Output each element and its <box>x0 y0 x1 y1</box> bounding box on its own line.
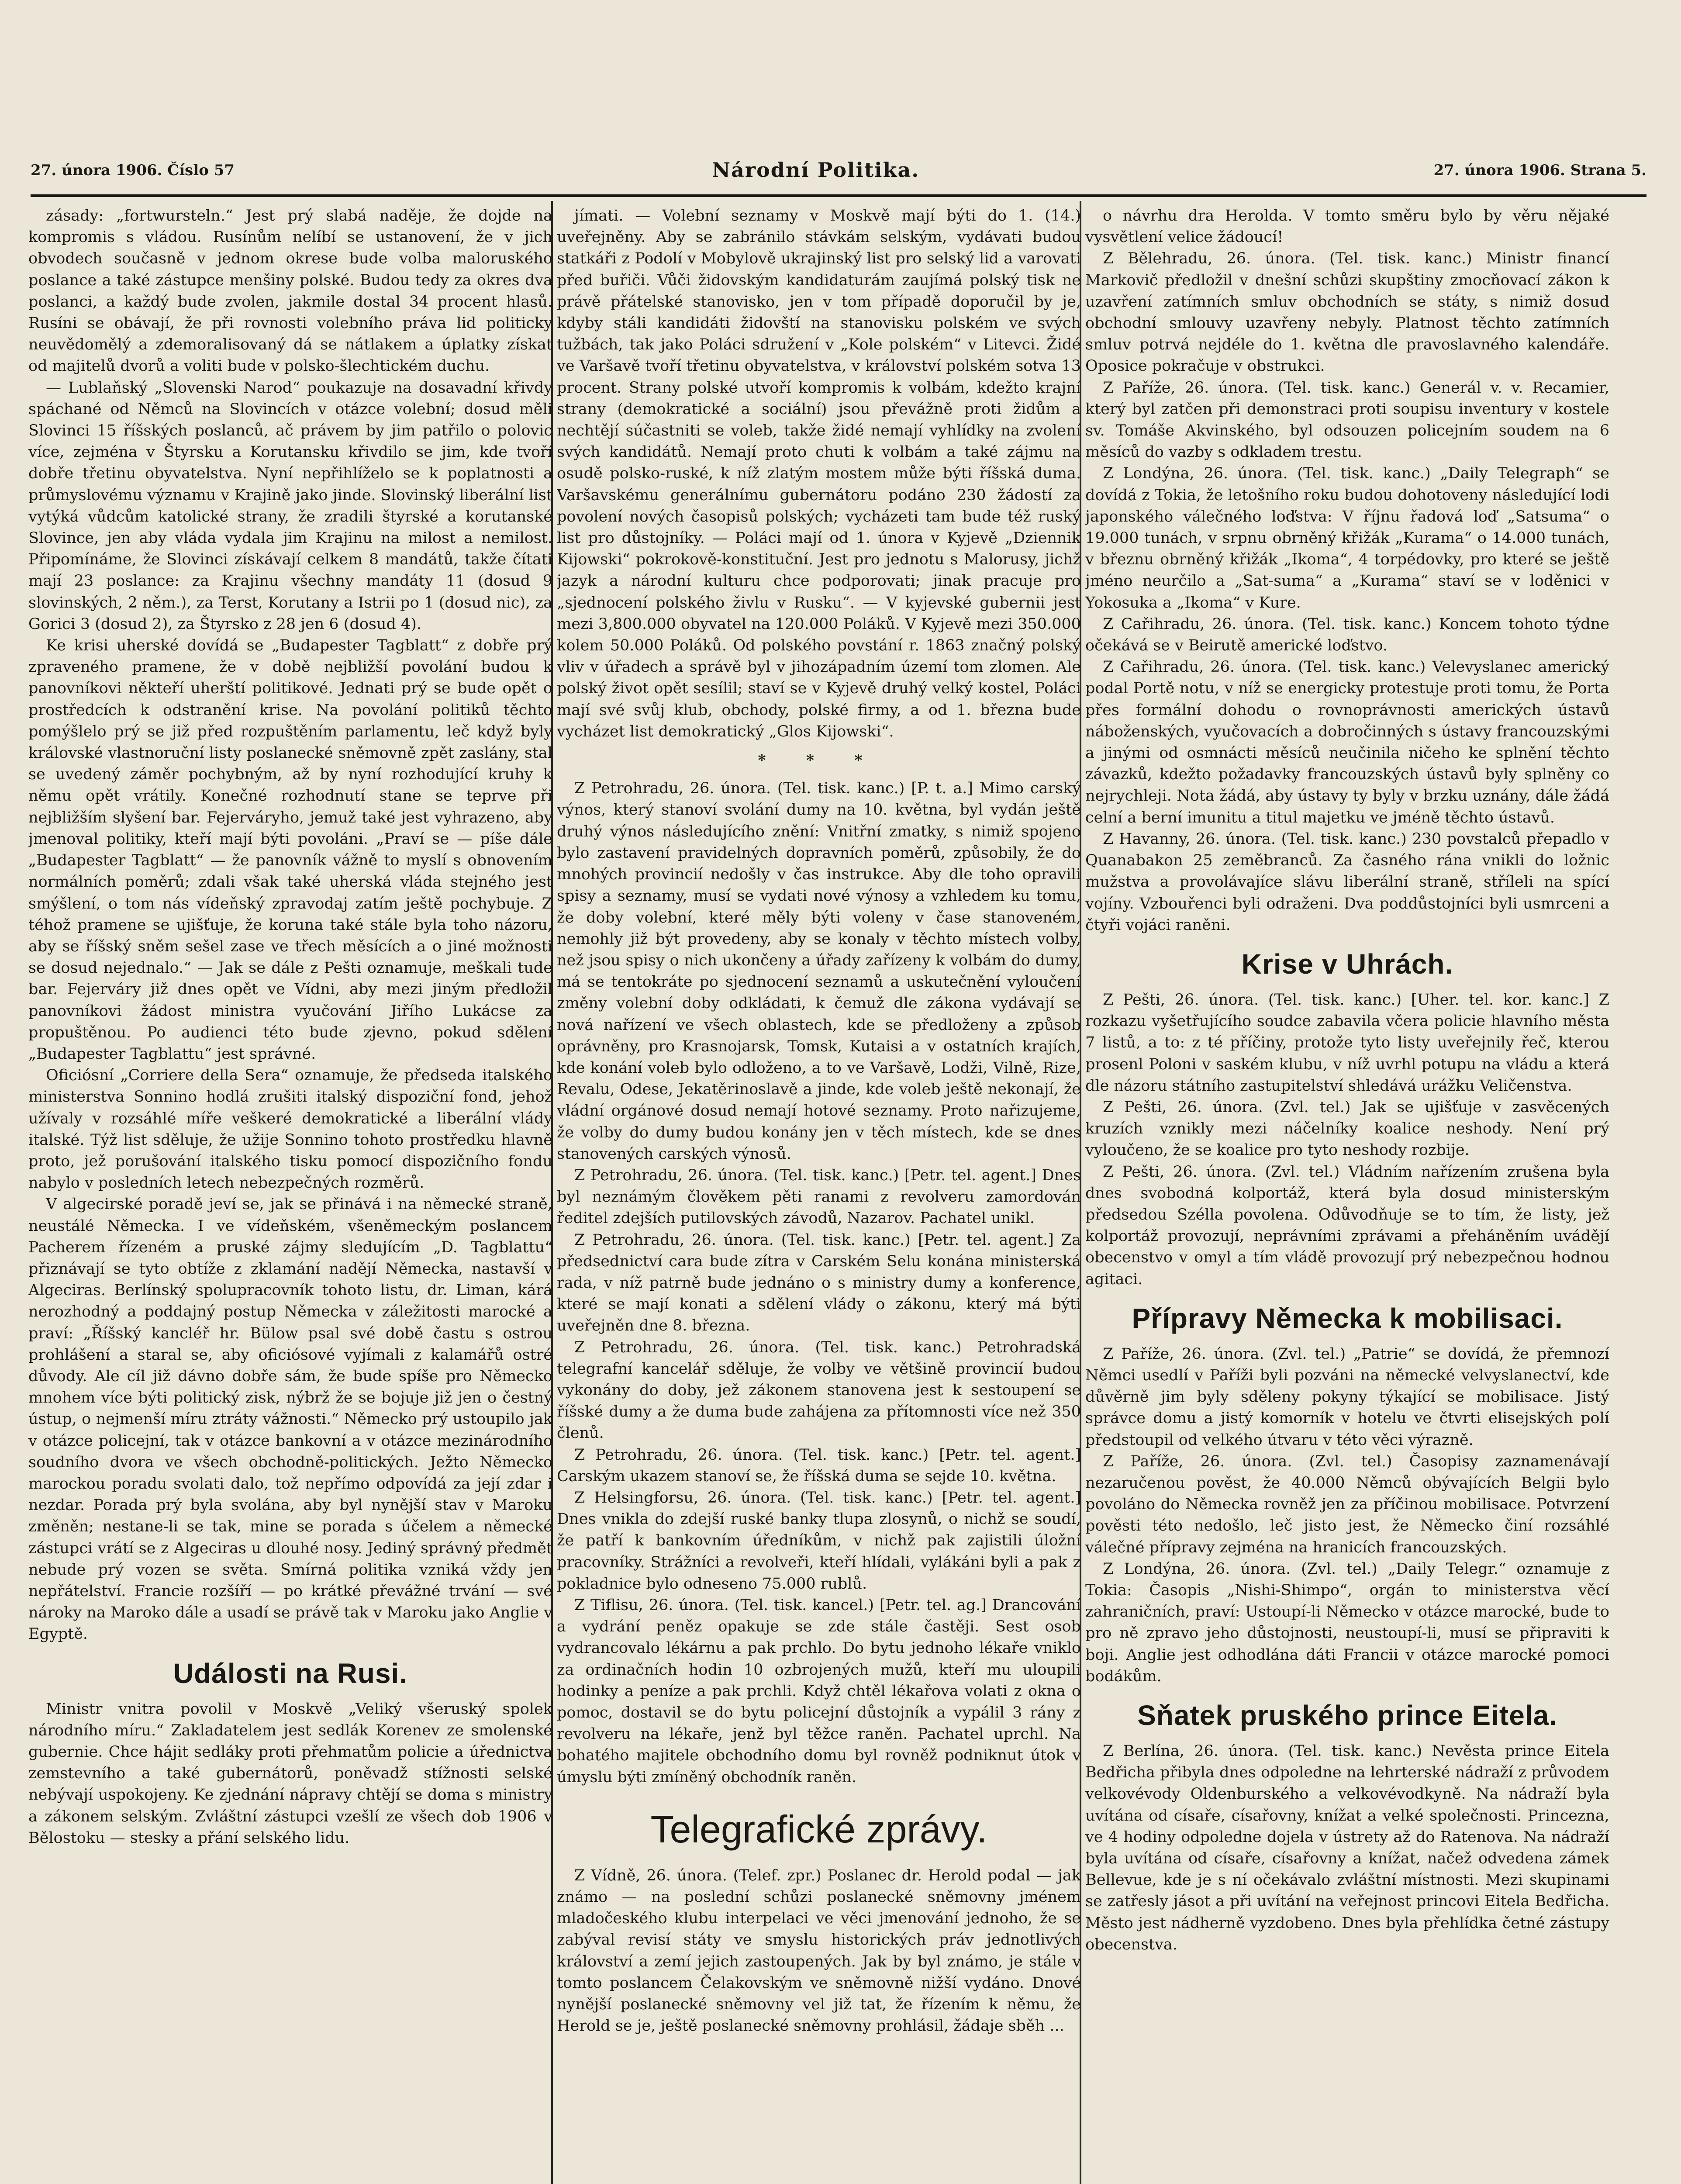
article-paragraph: o návrhu dra Herolda. V tomto směru bylo by věru nějaké vysvětlení velice žádoucí! <box>1085 207 1609 246</box>
article-paragraph: Z Paříže, 26. února. (Zvl. tel.) „Patrie“ se dovídá, že přemnozí Němci usedlí v Paříži byli pozváni na německé velvyslanectví, kde důvěrně jim byly sděleny pokyny týkající se mobilisace. Jistý správce domu a jistý komorník v hotelu ve čtvrti elisejských polí předstoupil od velkého útvaru v této věci výrazně. <box>1085 1345 1609 1449</box>
article-paragraph: Z Pešti, 26. února. (Tel. tisk. kanc.) [Uher. tel. kor. kanc.] Z rozkazu vyšetřujícího soudce zabavila včera policie hlavního města 7 listů, a to: z té příčiny, protože tyto listy uveřejnily řeč, kterou prosenl Poloni v saském klubu, v níž uvrhl potupu na vládu a která dle názoru státního zastupitelství shledává urážku Veličenstva. <box>1085 991 1609 1095</box>
article-paragraph: Z Petrohradu, 26. února. (Tel. tisk. kanc.) [Petr. tel. agent.] Dnes byl neznámým člověkem pěti ranami z revolveru zamordován ředitel zdejších putilovských závodů, Nazarov. Pachatel unikl. <box>557 1166 1081 1227</box>
article-paragraph: jímati. — Volební seznamy v Moskvě mají býti do 1. (14.) uveřejněny. Aby se zabránilo stávkám selským, vydávati budou statkáři z Podolí v Mobylově ukrajinský list pro selský lid a varovati před buřiči. Vůči židovským kandidaturám zaujímá polský tisk ne právě přátelské stanovisko, jen v tom případě doporučil by je, kdyby stáli kandidáti židovští na stanovisku polském ve svých tužbách, tak jako Poláci sdružení v „Kole polském“ v Litevci. Židé ve Varšavě tvoří třetinu obyvatelstva, v království polském sotva 13 procent. Strany polské utvoří kompromis k volbám, kdežto krajní strany (demokratické a sociální) jsou převážně proti židům a nechtějí súčastniti se voleb, takže židé nemají vyhlídky na zvolení svých kandidátů. Nemají proto chuti k volbám a také zájmu na osudě polsko-ruské, k níž zlatým mostem může býti říšská duma. Varšavskému generálnímu gubernátoru podáno 230 žádostí za povolení nových časopisů polských; vycházeti tam bude též ruský list pro důstojníky. — Poláci mají od 1. února v Kyjevě „Dziennik Kijowski“ pokrokově-konstituční. Jest pro jednotu s Malorusy, jichž jazyk a národní kulturu chce podporovati; jinak pracuje pro „sjednocení polského živlu v Rusku“. — V kyjevské gubernii jest mezi 3,800.000 obyvatel na 120.000 Poláků. V Kyjevě mezi 350.000 kolem 50.000 Poláků. Od polského povstání r. 1863 značný polský vliv v úřadech a správě byl v jihozápadním území tom zlomen. Ale polský život opět sesílil; staví se v Kyjevě druhý velký kostel, Poláci mají své svůj klub, obchody, polské firmy, a od 1. března bude vycházet list demokratický „Glos Kijowski“. <box>557 207 1081 740</box>
article-paragraph: Z Berlína, 26. února. (Tel. tisk. kanc.) Nevěsta prince Eitela Bedřicha přibyla dnes odpoledne na lehrterské nádraží z průvodem velkovévody Oldenburského a velkovévodkyně. Na nádraží byla uvítána od císaře, císařovny, knížat a velké společnosti. Princezna, ve 4 hodiny odpoledne dojela v ústrety až do Ratenova. Na nádraží byla uvítána od císaře, císařovny a knížat, načež odvedena zámek Bellevue, kde je s ní očekávalo zvláštní místnosti. Mezi skupinami se zatřesly jásot a při uvítání na veřejnost princovi Eitela Bedřicha. Město jest nádherně vyzdobeno. Dnes byla přehlídka četné zástupy obecenstva. <box>1085 1742 1609 1953</box>
article-paragraph: Z Londýna, 26. února. (Tel. tisk. kanc.) „Daily Telegraph“ se dovídá z Tokia, že letošního roku budou dohotoveny následující lodi japonského válečného loďstva: V říjnu řadová loď „Satsuma“ o 19.000 tunách, v srpnu obrněný křižák „Kurama“ o 14.000 tunách, v březnu obrněný křižák „Ikoma“, 4 torpédovky, pro které se ještě jméno neurčilo a „Sat-suma“ a „Kurama“ staví se v loděnici v Yokosuka a „Ikoma“ v Kure. <box>1085 465 1609 612</box>
article-paragraph: Z Cařihradu, 26. února. (Tel. tisk. kanc.) Koncem tohoto týdne očekává se v Beirutě americké loďstvo. <box>1085 615 1609 655</box>
article-paragraph: Z Petrohradu, 26. února. (Tel. tisk. kanc.) [Petr. tel. agent.] Carským ukazem stanoví se, že říšská duma se sejde 10. května. <box>557 1446 1081 1485</box>
header-date-issue: 27. února 1906. Číslo 57 <box>31 162 235 179</box>
article-paragraph: — Lublaňský „Slovenski Narod“ poukazuje na dosavadní křivdy spáchané od Němců na Slovincích v otázce volební; dosud měli Slovinci 15 říšských poslanců, ač právem by jim patřilo o polovic více, zejména v Štyrsku a Korutansku křivdilo se jim, kde tvoří dobře třetinu obyvatelstva. Nyní nepřihlíželo se k poplatnosti a průmyslovému významu v Krajině jako jinde. Slovinský liberální list vytýká vůdcům katolické strany, že zradili štyrské a korutanské Slovince, jen aby vláda vydala jim Krajinu na milost a nemilost. Připomínáme, že Slovinci získávají celkem 8 mandátů, takže čítati mají 23 poslance: za Krajinu všechny mandáty 11 (dosud 9 slovinských, 2 něm.), za Terst, Korutany a Istrii po 1 (dosud nic), za Gorici 3 (dosud 2), za Štyrsko z 28 jen 6 (dosud 4). <box>28 379 552 633</box>
newspaper-title: Národní Politika. <box>712 158 920 182</box>
article-paragraph: Oficiósní „Corriere della Sera“ oznamuje, že předseda italského ministerstva Sonnino hodlá zrušiti italský dispoziční fond, jehož užívaly v rozsáhlé míře veškeré demokratické a liberální vlády italské. Týž list sděluje, že užije Sonnino tohoto prostředku hlavně proto, jež porušování italského tisku pomocí dispozičního fondu nabylo v posledních letech nebezpečných rozměrů. <box>28 1067 552 1192</box>
article-paragraph: Z Londýna, 26. února. (Zvl. tel.) „Daily Telegr.“ oznamuje z Tokia: Časopis „Nishi-Shimpo“, orgán to ministerstva věcí zahraničních, praví: Ustoupí-li Německo v otázce marocké, bude to pro ně zpravo jeho důstojnosti, neustoupí-li, musí se připraviti k boji. Anglie jest odhodlána dáti Francii v otázce marocké pomoci bodákům. <box>1085 1560 1609 1685</box>
article-paragraph: Ke krisi uherské dovídá se „Budapester Tagblatt“ z dobře prý zpraveného pramene, že v době nejbližší povolání budou k panovníkovi někteří uherští politikové. Jednati prý se bude opět o prostředcích k odstranění krise. Na povolání politiků těchto pomýšlelo prý se již před rozpuštěním parlamentu, leč když byly královské vlastnoruční listy poslanecké sněmovně zpět zaslány, stal se uvedený záměr pochybným, až by nyní rozhodující kruhy k němu opět vrátily. Konečné rozhodnutí stane se teprve při nejbližším slyšení bar. Fejerváryho, jemuž také jest vyhrazeno, aby jmenoval politiky, kteří mají býti povoláni. „Praví se — píše dále „Budapester Tagblatt“ — že panovník vážně to myslí s obnovením normálních poměrů; zdali však také uherská vláda stejného jest smýšlení, o tom nás vídeňský zpravodaj zatím ještě pochybuje. Z téhož pramene se ujišťuje, že koruna také stále byla toho názoru, aby se říšský sněm sešel zase ve třech měsících a o jiné možnosti se dosud nejednalo.“ — Jak se dále z Pešti oznamuje, meškali tude bar. Fejerváry již dnes opět ve Vídni, aby mezi jiným předložil panovníkovi žádost ministra vyučování Jiřího Lukácse za propuštěnou. Po audienci této bude zjevno, pokud sdělení „Budapester Tagblattu“ jest správné. <box>28 637 552 1063</box>
article-paragraph: Z Petrohradu, 26. února. (Tel. tisk. kanc.) [Petr. tel. agent.] Za předsednictví cara bude zítra v Carském Selu konána ministerská rada, v níž patrně bude jednáno o s ministry dumy a konference, které se mají konati a sdělení vlády o zákonu, který má býti uveřejněn dne 8. března. <box>557 1231 1081 1335</box>
article-paragraph: Z Paříže, 26. února. (Tel. tisk. kanc.) Generál v. v. Recamier, který byl zatčen při demonstraci proti soupisu inventury v kostele sv. Tomáše Akvinského, byl odsouzen policejním soudem na 6 měsíců do vazby s odkladem trestu. <box>1085 379 1609 461</box>
article-paragraph: Ministr vnitra povolil v Moskvě „Veliký všeruský spolek národního míru.“ Zakladatelem jest sedlák Korenev ze smolenské gubernie. Chce hájit sedláky proti přehmatům policie a úřednictva zemstevního a také gubernátorů, poněvadž stížnosti selské nebývají uspokojeny. Ke zjednání nápravy chtějí se doma s ministry a zákonem selským. Zvláštní zástupci vzešlí ze všech dob 1906 v Bělostoku — stesky a přání selského lidu. <box>28 1700 552 1847</box>
article-paragraph: Z Helsingforsu, 26. února. (Tel. tisk. kanc.) [Petr. tel. agent.] Dnes vnikla do zdejší ruské banky tlupa zlosynů, o nichž se soudí, že patří k bankovním úředníkům, v nichž pak zajistili úložní pracovníky. Strážníci a revolveři, kteří hlídali, vylákáni byli a pak z pokladnice bylo odneseno 75.000 rublů. <box>557 1489 1081 1593</box>
article-paragraph: V algecirské poradě jeví se, jak se přinává i na německé straně, neustálé Německa. I ve vídeňském, všeněmeckým poslancem Pacherem řízeném a pruské zájmy sledujícím „D. Tagblattu“ přiznávají se tyto obtíže z zklamání nadějí Německa, nastavší v Algeciras. Berlínský spolupracovník tohoto listu, dr. Liman, kárá nerozhodný a poddajný postup Německa v záležitosti marocké a praví: „Říšský kancléř hr. Bülow psal své době častu s ostrou prohlášení a staral se, aby oficiósové vyjímali z kalamářů ostré důvody. Ale cíl již dávno dobře sám, že bude spíše pro Německo mnohem více býti politický zisk, nýbrž že se bojuje již jen o čestný ústup, o nejmenší míru ztráty vážnosti.“ Německo prý ustoupilo jak v otázce policejní, tak v otázce bankovní a v otázce mezinárodního soudního dvora ve všech obchodně-politických. Ježto Německo marockou poradu svolati dalo, tož nepřímo odpovídá za její zdar i nezdar. Porada prý byla svolána, aby byl nynější stav v Maroku změněn; nestane-li se tak, mine se porada s účelem a německé zástupci vrátí se z Algeciras u dlouhé nosy. Jediný správný předmět nebude prý vozen se světa. Smírná politika vzniká vždy jen nepřátelství. Francie rozšíří — po krátké převážné trvání — své nároky na Maroko dále a usadí se právě tak v Maroku jako Anglie v Egyptě. <box>28 1196 552 1643</box>
article-paragraph: Z Tiflisu, 26. února. (Tel. tisk. kancel.) [Petr. tel. ag.] Drancování a vydrání peněz opakuje se zde stále častěji. Sest osob vydrancovalo lékárnu a pak prchlo. Do bytu jednoho lékaře vniklo za ordinačních hodin 10 ozbrojených mužů, kteří mu uloupili hodinky a peníze a pak prchli. Když chtěl lékařova volati z okna o pomoc, dostavil se do bytu policejní důstojník a vypálil 3 rány z revolveru na lékaře, jenž byl těžce raněn. Pachatel uprchl. Na bohatého majitele obchodního domu byl rovněž podniknut útok v úmyslu býti zmíněný obchodník raněn. <box>557 1597 1081 1786</box>
section-heading: Krise v Uhrách. <box>1241 948 1453 980</box>
header-date-page: 27. února 1906. Strana 5. <box>1433 162 1646 179</box>
column-3 <box>1085 205 1609 2184</box>
article-paragraph: Z Bělehradu, 26. února. (Tel. tisk. kanc.) Ministr financí Markovič předložil v dnešní schůzi skupštiny zmocňovací zákon k uzavření zatímních smluv obchodních se státy, s nimiž dosud obchodní smlouvy uzavřeny nebyly. Platnost těchto zatímních smluv potrvá nejdéle do 1. května dle pravoslavného kalendáře. Oposice pokračuje v obstrukci. <box>1085 250 1609 375</box>
article-paragraph: Z Cařihradu, 26. února. (Tel. tisk. kanc.) Velevyslanec americký podal Portě notu, v níž se energicky protestuje proti tomu, že Porta přes formální dohodu o rovnoprávnosti amerických ústavů náboženských, vyučovacích a dobročinných s ústavy francouzskými a jinými od osmnácti měsíců neučinila ničeho ke splnění těchto závazků, kdežto požadavky francouzských ústavů byly splněny co nejrychleji. Nota žádá, aby ústavy ty byly v brzku uznány, dále žádá celní a berní imunitu a titul majetku ve jméně těchto ústavů. <box>1085 658 1609 826</box>
header-rule <box>31 194 1646 197</box>
article-paragraph: Z Petrohradu, 26. února. (Tel. tisk. kanc.) Petrohradská telegrafní kancelář sděluje, že volby ve většině provincií budou vykonány do doby, jež zákonem stanovena jest k sestoupení se říšské dumy a že duma bude zahájena za přítomnosti více než 350 členů. <box>557 1338 1081 1442</box>
article-paragraph: Z Paříže, 26. února. (Zvl. tel.) Časopisy zaznamenávají nezaručenou pověst, že 40.000 Němců obývajících Belgii bylo povoláno do Německa rovněž jen za příčinou mobilisace. Potvrzení pověsti této nedošlo, leč jisto jest, že Německo činí rozsáhlé válečné přípravy zejména na hranicích francouzských. <box>1085 1452 1609 1556</box>
article-paragraph: Z Havanny, 26. února. (Tel. tisk. kanc.) 230 povstalců přepadlo v Quanabakon 25 zeměbranců. Za časného rána vnikli do ložnic mužstva a provolávajíce slávu liberální straně, stříleli na spící vojíny. Vzbouřenci byli odraženi. Dva poddůstojníci byli usmrceni a čtyři vojáci raněni. <box>1085 830 1609 934</box>
section-heading-telegraphic: Telegrafické zprávy. <box>650 1807 987 1851</box>
section-heading: Události na Rusi. <box>173 1657 408 1689</box>
article-paragraph: Z Pešti, 26. února. (Zvl. tel.) Vládním nařízením zrušena byla dnes svobodná kolportáž, která byla dosud ministerským předsedou Szélla povolena. Odůvodňuje se to tím, že listy, jež kolportáž provozují, neprávními zprávami a přeháněním uvádějí obecenstvo v omyl a tím vládě provozují prý nebezpečnou hodnou agitaci. <box>1085 1163 1609 1288</box>
column-2 <box>557 205 1081 2184</box>
section-heading: Přípravy Německa k mobilisaci. <box>1132 1302 1563 1334</box>
article-paragraph: Z Pešti, 26. února. (Zvl. tel.) Jak se ujišťuje v zasvěcených kruzích vznikly mezi náčelníky koalice neshody. Není prý vyloučeno, že se koalice pro tyto neshody rozbije. <box>1085 1098 1609 1159</box>
asterism-separator: * * * <box>758 751 880 770</box>
article-paragraph: Z Vídně, 26. února. (Telef. zpr.) Poslanec dr. Herold podal — jak známo — na poslední schůzi poslanecké sněmovny jménem mladočeského klubu interpelaci ve věci jmenování jednoho, že se zabýval revisí státy ve smyslu historických práv jednotlivých království a zemí jejich zastoupených. Jak by byl známo, je stále v tomto poslancem Čelakovským ve sněmovně nižší vydáno. Dnové nynější poslanecké sněmovny vel již tat, že řízením k němu, že Herold se je, ještě poslanecké sněmovny prohlásil, žádaje sběh ... <box>557 1866 1081 2035</box>
article-paragraph: Z Petrohradu, 26. února. (Tel. tisk. kanc.) [P. t. a.] Mimo carský výnos, který stanoví svolání dumy na 10. května, byl vydán ještě druhý výnos následujícího znění: Vnitřní zmatky, s nimiž spojeno bylo zastavení pravidelných dopravních poměrů, způsobily, že do mnohých provincií nedošly v čas instrukce. Aby dle toho opravili spisy a seznamy, musí se vydati nové výnosy a vzhledem ku tomu, že doby volební, které měly býti voleny v čase stanoveném, nemohly již být provedeny, aby se konaly v těchto místech volby, než jsou spisy o nich ukončeny a úřady zařízeny k volbám do dumy, má se tentokráte po sjednocení seznamů a uskutečnění vyloučení změny volební doby odkládati, k čemuž dle zákona vydávají se nová nařízení ve všech oblastech, kde se předloženy a způsob oprávněny, pro Krasnojarsk, Tomsk, Kutaisi a v ostatních krajích, kde konání voleb bylo odloženo, a to ve Varšavě, Lodži, Vilně, Rize, Revalu, Odese, Jekatěrinoslavě a jinde, kde voleb ještě nekonají, že vládní orgánové dosud nemají hotové seznamy. Proto nařizujeme, že volby do dumy budou konány jen v těch místech, kde se dnes stanovených carských výnosů. <box>557 780 1081 1163</box>
section-heading: Sňatek pruského prince Eitela. <box>1137 1700 1557 1731</box>
page-header <box>31 158 1646 197</box>
column-1 <box>28 205 552 2184</box>
article-paragraph: zásady: „fortwursteln.“ Jest prý slabá naděje, že dojde na kompromis s vládou. Rusínům nelíbí se ustanovení, že v jich obvodech současně v jednom okrese bude volba maloruského poslance a také zástupce menšiny polské. Budou tedy za okres dva poslanci, a každý bude zvolen, jakmile dostal 34 procent hlasů. Rusíni se obávají, že při rovnosti volebního práva lid politicky neuvědomělý a zdemoralisovaný dá se nátlakem a úplatky získat od majitelů dvorů a voliti bude v polsko-šlechtickém duchu. <box>28 207 552 375</box>
